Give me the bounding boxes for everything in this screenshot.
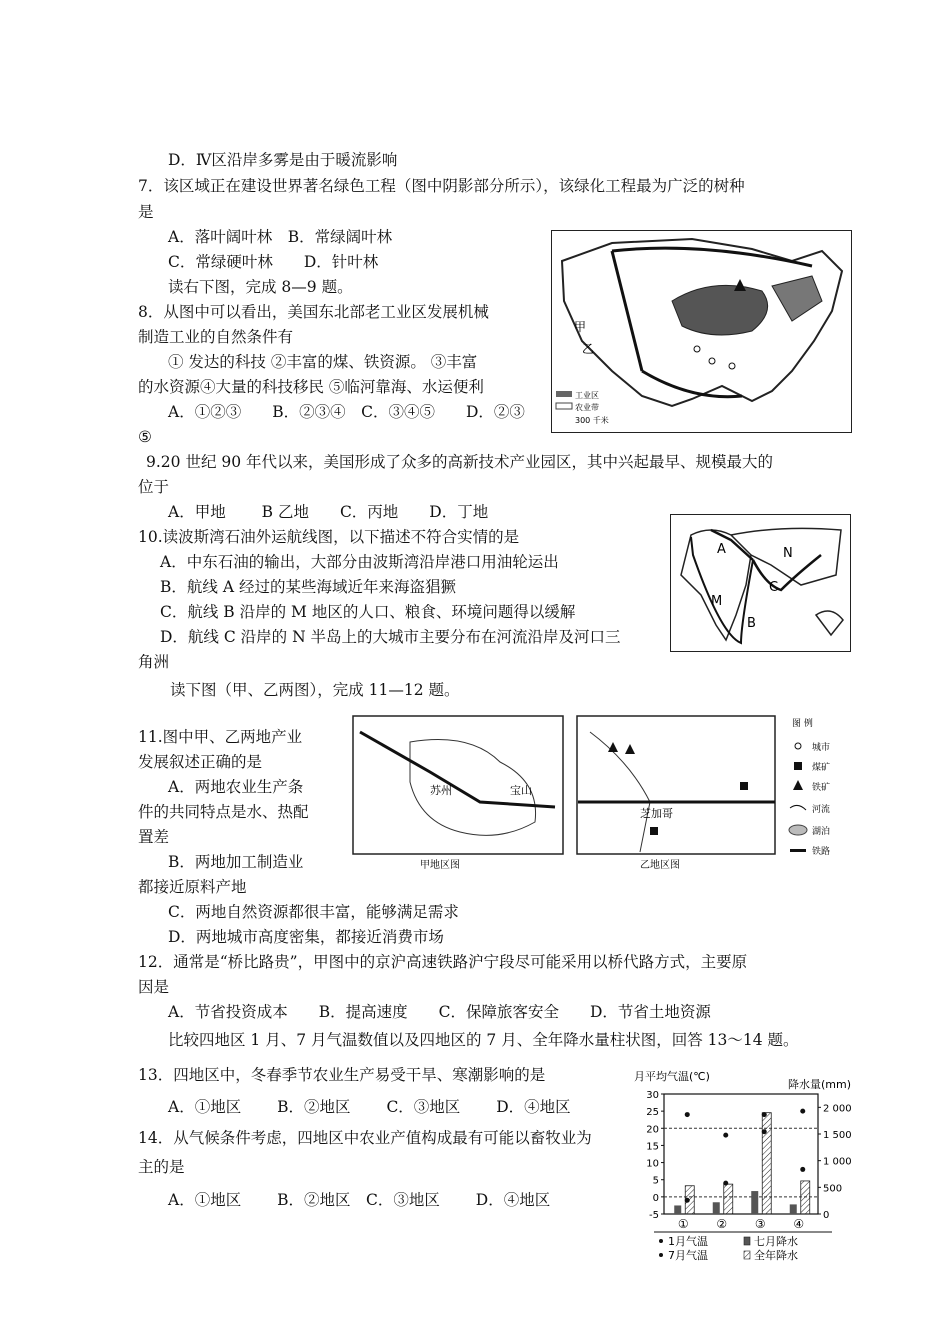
point-jul-temp — [762, 1112, 767, 1117]
q7-options-2: C．常绿硬叶林 D．针叶林 — [168, 253, 379, 271]
legend-label: 全年降水 — [754, 1249, 798, 1262]
category-label: ① — [677, 1217, 689, 1231]
legend-industry: 工业区 — [575, 391, 599, 400]
temp-tick-label: 25 — [646, 1107, 659, 1119]
precip-tick-label: 1 500 — [823, 1130, 852, 1141]
q11-stem: 11.图中甲、乙两地产业 — [138, 728, 303, 746]
legend-scale: 300 千米 — [575, 416, 609, 425]
q13-stem: 13．四地区中，冬春季节农业生产易受干旱、寒潮影响的是 — [138, 1066, 546, 1084]
q10-option-d: D．航线 C 沿岸的 N 半岛上的大城市主要分布在河流沿岸及河口三 — [160, 628, 621, 646]
q14-stem: 14．从气候条件考虑，四地区中农业产值构成最有可能以畜牧业为 — [138, 1129, 592, 1147]
label-baoshan: 宝山 — [510, 784, 532, 797]
iron-mine-icon — [734, 279, 746, 291]
city-icon — [709, 358, 715, 364]
temp-tick-label: -5 — [649, 1210, 659, 1221]
temp-tick-label: 5 — [652, 1175, 659, 1187]
route-line-south — [642, 371, 742, 397]
legend-title: 图 例 — [792, 719, 813, 729]
temp-tick-label: 30 — [646, 1090, 659, 1101]
q14-options: A．①地区 B．②地区 C．③地区 D．④地区 — [168, 1191, 551, 1209]
australia-outline — [816, 611, 843, 635]
iron-mine-icon — [793, 780, 803, 790]
q11-stem-cont: 发展叙述正确的是 — [138, 753, 263, 771]
q11-option-b-cont: 都接近原料产地 — [138, 878, 247, 896]
legend-label: 7月气温 — [668, 1249, 708, 1262]
point-jul-temp — [685, 1112, 690, 1117]
bar-july-precip — [751, 1191, 758, 1214]
q11-option-a-cont: 件的共同特点是水、热配 — [138, 803, 309, 821]
point-jul-temp — [723, 1133, 728, 1138]
q11-option-a-cont2: 置差 — [138, 828, 170, 846]
place-yi: 乙 — [582, 342, 595, 356]
us-industry-map — [551, 230, 852, 433]
category-label: ④ — [793, 1217, 805, 1231]
place-jia: 甲 — [574, 320, 587, 334]
coal-mine-icon — [740, 782, 748, 790]
bar-july-precip — [713, 1202, 720, 1214]
intro-13-14: 比较四地区 1 月、7 月气温数值以及四地区的 7 月、全年降水量柱状图，回答 13～14 题。 — [168, 1031, 799, 1049]
jia-caption: 甲地区图 — [420, 860, 460, 871]
temp-tick-label: 10 — [646, 1158, 659, 1170]
q11-option-a: A．两地农业生产条 — [168, 778, 304, 796]
category-label: ② — [716, 1217, 728, 1231]
q10-option-b: B．航线 A 经过的某些海域近年来海盗猖獗 — [160, 578, 456, 596]
temp-tick-label: 20 — [646, 1124, 659, 1136]
temp-tick-label: 15 — [646, 1141, 659, 1153]
city-icon — [729, 363, 735, 369]
q13-options: A．①地区 B．②地区 C．③地区 D．④地区 — [168, 1098, 571, 1116]
route-label-c: C — [769, 580, 779, 595]
bar-annual-precip — [724, 1184, 733, 1214]
city-icon — [795, 743, 801, 749]
route-line — [612, 251, 642, 371]
point-jan-temp — [762, 1129, 767, 1134]
point-jan-temp — [800, 1167, 805, 1172]
climate-chart-svg — [632, 1070, 868, 1262]
q10-stem: 10.读波斯湾石油外运航线图，以下描述不符合实情的是 — [138, 528, 520, 546]
legend-farm-swatch — [556, 403, 572, 409]
q8-options: A．①②③ B．②③④ C．③④⑤ D．②③ — [168, 403, 525, 421]
legend-coal: 煤矿 — [812, 763, 831, 773]
legend-iron: 铁矿 — [812, 783, 831, 793]
bar-july-precip — [674, 1205, 681, 1214]
q7-options: A．落叶阔叶林 B．常绿阔叶林 — [168, 228, 393, 246]
q9-stem: 9.20 世纪 90 年代以来，美国形成了众多的高新技术产业园区，其中兴起最早、规模最大的 — [146, 453, 774, 471]
route-label-a: A — [717, 542, 726, 557]
legend-city: 城市 — [812, 743, 831, 753]
intro-8-9: 读右下图，完成 8—9 题。 — [168, 278, 353, 296]
precip-tick-label: 2 000 — [823, 1103, 852, 1115]
lake-icon — [789, 825, 807, 835]
q11-option-d: D．两地城市高度密集，都接近消费市场 — [168, 928, 444, 946]
q7-stem: 7．该区域正在建设世界著名绿色工程（图中阴影部分所示），该绿化工程最为广泛的树种 — [138, 177, 745, 195]
label-chicago: 芝加哥 — [640, 807, 673, 820]
bar-july-precip — [790, 1204, 797, 1214]
chart-right-title: 降水量(mm) — [788, 1078, 852, 1091]
legend-label: 七月降水 — [754, 1235, 798, 1248]
legend-swatch — [744, 1237, 750, 1245]
legend-farm: 农业带 — [575, 403, 599, 412]
iron-mine-icon — [625, 744, 635, 754]
route-label-b: B — [747, 616, 756, 631]
river-icon — [790, 805, 806, 810]
label-suzhou: 苏州 — [430, 784, 452, 797]
legend-swatch — [659, 1239, 663, 1243]
region-maps-figure — [350, 712, 840, 872]
q11-option-c: C．两地自然资源都很丰富，能够满足需求 — [168, 903, 459, 921]
yi-caption: 乙地区图 — [640, 860, 680, 871]
farm-belt-area — [672, 285, 768, 335]
legend-river: 河流 — [812, 805, 831, 815]
point-jan-temp — [723, 1181, 728, 1186]
q10-option-d-cont: 角洲 — [138, 653, 170, 671]
q8-stem: 8．从图中可以看出，美国东北部老工业区发展机械 — [138, 303, 489, 321]
q12-options: A．节省投资成本 B．提高速度 C．保障旅客安全 D．节省土地资源 — [168, 1003, 711, 1021]
q8-options-cont: ⑤ — [138, 428, 152, 446]
yi-river — [590, 732, 650, 852]
point-jul-temp — [800, 1109, 805, 1114]
precip-tick-label: 1 000 — [823, 1156, 852, 1168]
chart-left-title: 月平均气温(℃) — [634, 1070, 710, 1083]
legend-swatch — [659, 1253, 663, 1257]
railway-icon — [790, 849, 806, 852]
q11-option-b: B．两地加工制造业 — [168, 853, 304, 871]
temp-tick-label: 0 — [652, 1192, 659, 1204]
city-icon — [694, 346, 700, 352]
climate-chart — [632, 1070, 868, 1262]
legend-lake: 湖泊 — [812, 827, 831, 837]
q9-stem-cont: 位于 — [138, 478, 170, 496]
legend-label: 1月气温 — [668, 1235, 708, 1248]
intro-11-12: 读下图（甲、乙两图），完成 11—12 题。 — [170, 681, 460, 699]
route-label-n: N — [783, 546, 793, 561]
bar-annual-precip — [762, 1113, 771, 1214]
route-label-m: M — [711, 594, 723, 609]
q8-stem-cont: 制造工业的自然条件有 — [138, 328, 294, 346]
legend-rail: 铁路 — [812, 847, 831, 857]
q7-stem-cont: 是 — [138, 203, 154, 221]
q10-option-c: C．航线 B 沿岸的 M 地区的人口、粮食、环境问题得以缓解 — [160, 603, 576, 621]
q6-option-d: D．Ⅳ区沿岸多雾是由于暖流影响 — [168, 151, 398, 169]
coal-mine-icon — [650, 827, 658, 835]
q8-choices: ① 发达的科技 ②丰富的煤、铁资源。 ③丰富 — [168, 353, 478, 371]
precip-tick-label: 500 — [823, 1183, 843, 1195]
q12-stem: 12．通常是“桥比路贵”，甲图中的京沪高速铁路沪宁段尽可能采用以桥代路方式，主要原 — [138, 953, 748, 971]
legend-industry-swatch — [556, 391, 572, 397]
iron-mine-icon — [608, 742, 618, 752]
q8-choices-cont: 的水资源④大量的科技移民 ⑤临河靠海、水运便利 — [138, 378, 484, 396]
legend-swatch — [744, 1251, 750, 1259]
bar-annual-precip — [801, 1181, 810, 1214]
q12-stem-cont: 因是 — [138, 978, 170, 996]
industrial-area — [772, 276, 822, 321]
q14-stem-cont: 主的是 — [138, 1158, 185, 1176]
point-jan-temp — [685, 1198, 690, 1203]
precip-tick-label: 0 — [823, 1210, 830, 1221]
coal-mine-icon — [794, 762, 802, 770]
category-label: ③ — [754, 1217, 766, 1231]
persian-gulf-route-map — [670, 514, 851, 652]
q9-options: A．甲地 B 乙地 C．丙地 D．丁地 — [168, 503, 489, 521]
q10-option-a: A．中东石油的输出，大部分由波斯湾沿岸港口用油轮运出 — [160, 553, 559, 571]
